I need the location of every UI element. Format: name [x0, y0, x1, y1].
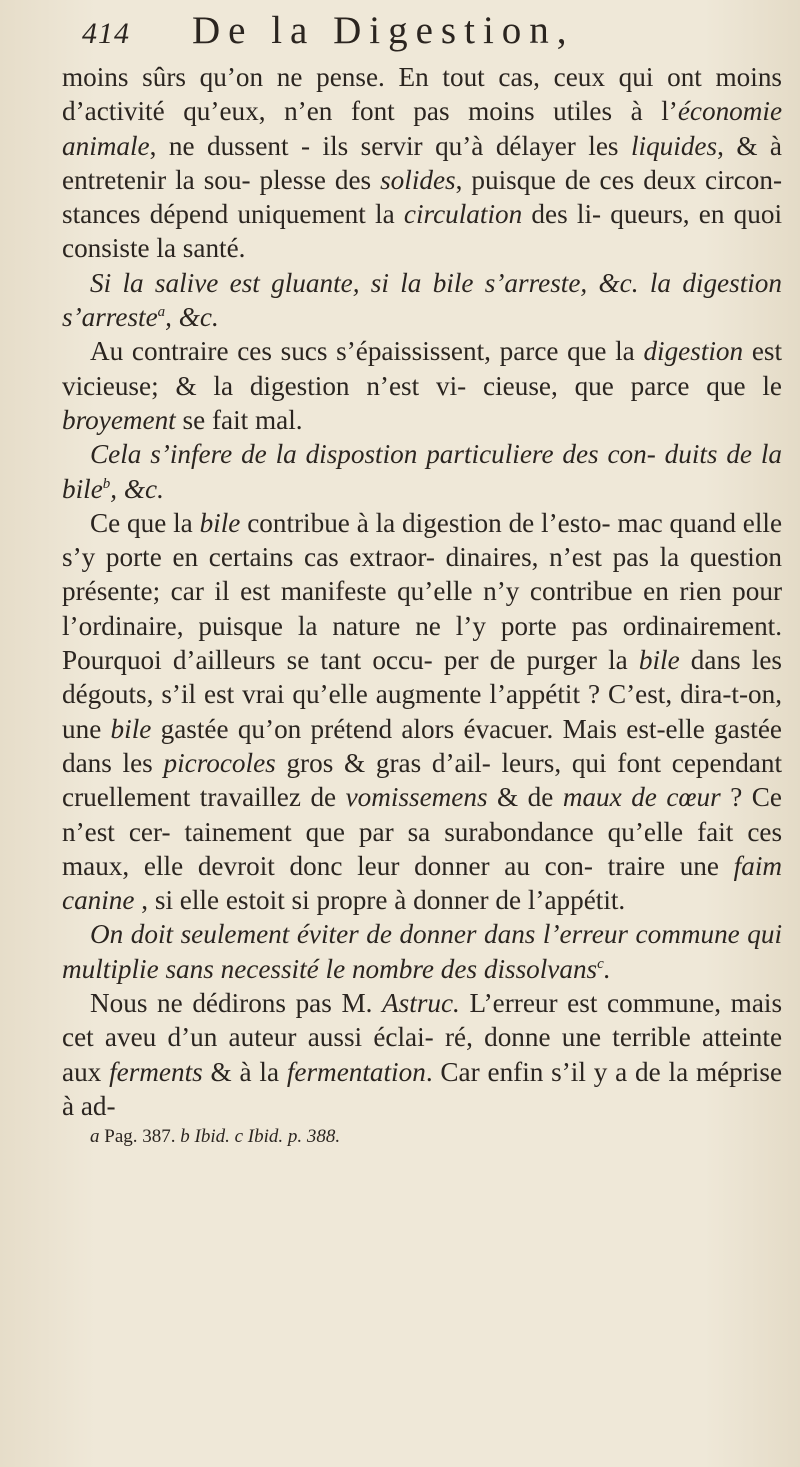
text-run: utiles à l’ — [553, 96, 678, 127]
text-run: , & à entretenir la sou- — [62, 130, 783, 195]
quotation-1 — [62, 266, 782, 335]
text-run: la — [259, 1056, 287, 1087]
text-run: L’erreur est — [459, 988, 598, 1019]
text-run: leurs, qui font cependant cruellement travaillez — [62, 747, 782, 813]
text-run: contribue à la digestion de l’esto- — [240, 507, 611, 538]
text-run: bile — [199, 507, 241, 538]
text-run: faim canine — [62, 850, 783, 916]
text-run: Nous ne dédirons pas M. — [90, 988, 383, 1019]
text-run: qu’à délayer les — [435, 130, 631, 161]
text-run: des li- — [522, 199, 602, 230]
text-run: est manifeste qu’elle n’y contribue en rien pour — [240, 576, 782, 607]
running-header — [62, 8, 782, 60]
text-run: bile — [110, 713, 152, 744]
text-run: digestion s’arreste — [62, 267, 782, 333]
paragraph-4 — [62, 986, 782, 1123]
text-run: de — [310, 782, 346, 813]
paragraph-2 — [62, 334, 782, 437]
text-run: cieuse, que parce que le — [483, 370, 782, 401]
text-run: ? Ce n’est cer- — [62, 782, 782, 847]
text-run: Astruc. — [382, 988, 460, 1019]
text-run: se fait mal. — [175, 404, 303, 435]
text-run: & à — [202, 1056, 252, 1087]
text-run: vrai qu’elle augmente l’appétit ? C’est, dira-t-on, — [242, 679, 782, 710]
text-run: c — [234, 1126, 244, 1148]
text-run: On doit seulement éviter de donner dans l’erreur — [90, 919, 628, 950]
text-run: l’ordinaire, puisque la nature ne l’y porte pas — [62, 610, 608, 641]
text-run: , ne dussent - ils servir — [149, 130, 423, 161]
footnote-ref-b: b — [102, 475, 111, 492]
text-run: commune, mais cet aveu d’un auteur aussi éclai- — [62, 988, 783, 1053]
text-run: , &c. — [110, 473, 164, 504]
text-run: ferments — [109, 1056, 203, 1087]
text-run: Au contraire ces sucs s’épaississent, parce que — [90, 336, 607, 367]
text-run: est vicieuse; & la digestion n’est vi- — [62, 336, 783, 401]
text-run: broyement — [62, 404, 176, 435]
running-title: De la Digestion, — [192, 9, 575, 52]
text-run: liquides — [630, 130, 718, 161]
text-run: Pag. 387. — [99, 1126, 181, 1148]
text-run: circulation — [403, 199, 523, 230]
text-run: picrocoles — [163, 747, 276, 778]
text-run: économie animale — [62, 96, 783, 161]
text-run: gros & gras d’ail- — [275, 747, 491, 778]
footnotes — [62, 1123, 782, 1151]
text-run: dissolvans — [483, 953, 598, 984]
text-run: & de — [487, 782, 563, 813]
text-run: fermentation — [286, 1056, 426, 1087]
text-run: est-elle gastée dans les — [62, 713, 782, 778]
paragraph-1 — [62, 60, 782, 266]
text-run: . Car enfin s’il y a de la méprise à ad- — [62, 1056, 783, 1121]
text-run: une — [62, 713, 111, 744]
text-run: ont moins d’activité qu’eux, n’en font pas moins — [62, 62, 782, 127]
text-run: tainement que par sa surabondance qu’elle fait — [184, 816, 734, 847]
quotation-3 — [62, 917, 782, 986]
footnote-ref-a: a — [157, 304, 166, 321]
body-text — [62, 60, 782, 1151]
text-run: , si elle estoit si propre à — [134, 885, 407, 916]
text-run: Ibid. — [189, 1126, 235, 1148]
text-run: , puisque de ces deux circon- — [455, 164, 782, 195]
text-run: Cela s’infere de la dispostion particuliere des con- — [90, 439, 656, 470]
text-run: dans les dégouts, s’il est — [62, 645, 782, 710]
text-run: a — [90, 1126, 100, 1148]
text-run: Ibid. p. 388. — [243, 1126, 341, 1148]
text-run: moins sûrs qu’on ne pense. En tout cas, ceux qui — [62, 62, 654, 92]
text-run: bile — [638, 645, 680, 676]
text-run: Si la salive est gluante, si la bile s’arreste, &c. la — [90, 267, 671, 298]
footnote-ref-c: c — [597, 955, 604, 972]
text-run: ces maux, elle devroit donc leur donner au con- — [62, 816, 783, 881]
text-run: solides — [380, 164, 456, 195]
text-run: ordinairement. Pourquoi d’ailleurs se tant occu- — [62, 610, 783, 676]
text-run: Ce que la — [90, 507, 200, 538]
text-run: b — [180, 1126, 190, 1148]
text-run: gastée qu’on prétend alors évacuer. Mais — [151, 713, 617, 744]
text-run: commune qui multiplie sans necessité le nombre des — [62, 919, 783, 984]
text-run: la — [615, 336, 644, 367]
page-number: 414 — [82, 17, 130, 50]
text-run: . — [603, 953, 611, 984]
text-run: dinaires, n’est pas la question présente; car il — [62, 542, 783, 607]
text-run: digestion — [643, 336, 744, 367]
text-run: per de purger la — [443, 645, 639, 676]
text-run: vomissemens — [345, 782, 488, 813]
text-run: stances dépend uniquement la — [62, 199, 404, 230]
paragraph-3 — [62, 506, 782, 918]
text-run: ré, donne une terrible atteinte aux — [62, 1022, 783, 1087]
text-run: , &c. — [165, 302, 219, 333]
text-run: maux de cœur — [562, 782, 721, 813]
quotation-2 — [62, 437, 782, 506]
text-run: queurs, en quoi consiste la santé. — [62, 199, 783, 264]
text-run: plesse des — [259, 164, 381, 195]
text-run: traire une — [607, 850, 734, 881]
text-run: mac quand elle s’y porte en certains cas extraor- — [62, 507, 783, 573]
text-run: duits de la bile — [62, 439, 782, 504]
text-run: donner de l’appétit. — [413, 885, 626, 916]
